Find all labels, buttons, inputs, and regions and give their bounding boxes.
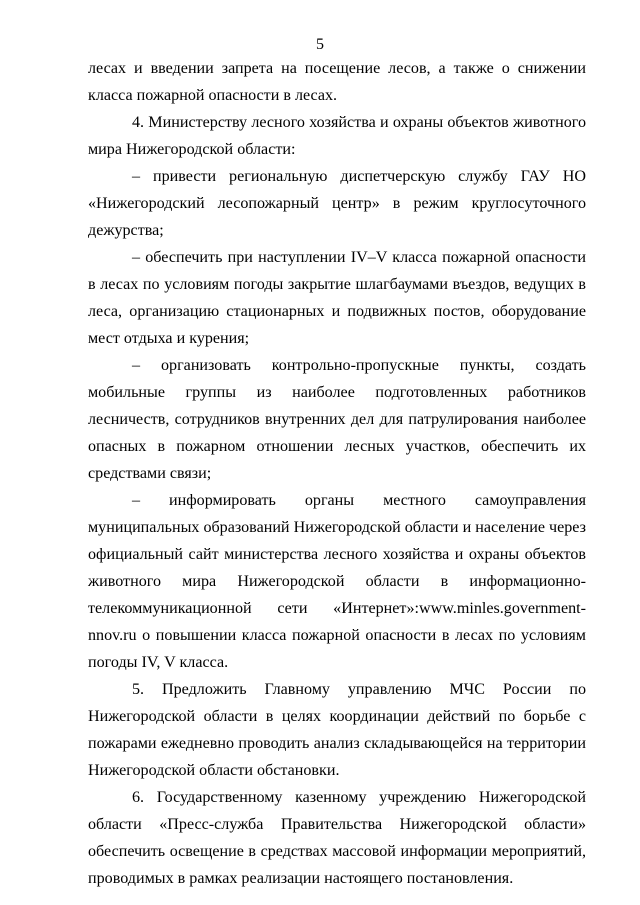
paragraph-item-4: 4. Министерству лесного хозяйства и охраны объектов животного мира Нижегородской области:	[88, 114, 586, 158]
paragraph-continuation: лесах и введении запрета на посещение лесов, а также о снижении класса пожарной опасности в лесах.	[88, 60, 586, 104]
paragraph-subitem-inform-public: – информировать органы местного самоуправления муниципальных образований Нижегородской области и население через официальный сайт министерства лесного хозяйства и охраны объектов животного мира Нижегородской области в информационно-телекоммуникационной сети «Интернет»:www.minles.government-nnov.ru о повышении класса пожарной опасности в лесах по условиям погоды IV, V класса.	[88, 492, 586, 671]
paragraph-subitem-checkpoints-patrols: – организовать контрольно-пропускные пункты, создать мобильные группы из наиболее подготовленных работников лесничеств, сотрудников внутренних дел для патрулирования наиболее опасных в пожарном отношении лесных участков, обеспечить их средствами связи;	[88, 357, 586, 482]
document-body	[88, 55, 586, 892]
paragraph-subitem-barriers-posts: – обеспечить при наступлении IV–V класса пожарной опасности в лесах по условиям погоды закрытие шлагбаумами въездов, ведущих в леса, организацию стационарных и подвижных постов, оборудование мест отдыха и курения;	[88, 249, 586, 347]
paragraph-item-6: 6. Государственному казенному учреждению Нижегородской области «Пресс-служба Правительства Нижегородской области» обеспечить освещение в средствах массовой информации мероприятий, проводимых в рамках реализации настоящего постановления.	[88, 789, 586, 887]
paragraph-subitem-dispatch-service: – привести региональную диспетчерскую службу ГАУ НО «Нижегородский лесопожарный центр» в режим круглосуточного дежурства;	[88, 168, 586, 239]
page-number: 5	[316, 36, 324, 53]
paragraph-item-5: 5. Предложить Главному управлению МЧС России по Нижегородской области в целях координации действий по борьбе с пожарами ежедневно проводить анализ складывающейся на территории Нижегородской области обстановки.	[88, 681, 586, 779]
